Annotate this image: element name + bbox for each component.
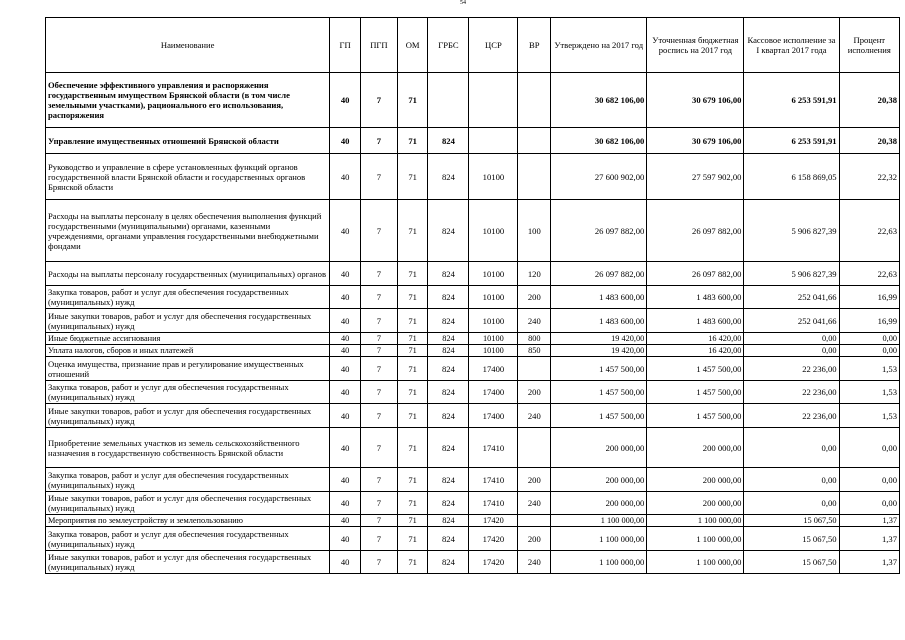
cell-vr: 240 xyxy=(518,309,551,333)
cell-percent: 0,00 xyxy=(839,428,899,468)
cell-percent: 16,99 xyxy=(839,309,899,333)
cell-vr xyxy=(518,128,551,154)
cell-vr: 200 xyxy=(518,468,551,492)
cell-approved: 200 000,00 xyxy=(551,468,647,492)
cell-percent: 1,37 xyxy=(839,551,899,574)
cell-gp: 40 xyxy=(330,73,361,128)
cell-name: Управление имущественных отношений Брянской области xyxy=(46,128,330,154)
cell-vr xyxy=(518,154,551,200)
cell-cash: 6 253 591,91 xyxy=(744,128,839,154)
cell-vr: 240 xyxy=(518,492,551,515)
cell-csr: 10100 xyxy=(469,309,518,333)
cell-refined: 200 000,00 xyxy=(647,468,744,492)
cell-approved: 27 600 902,00 xyxy=(551,154,647,200)
cell-percent: 1,53 xyxy=(839,404,899,428)
table-row xyxy=(46,357,900,381)
cell-csr: 10100 xyxy=(469,154,518,200)
cell-name: Мероприятия по землеустройству и землепользованию xyxy=(46,515,330,527)
cell-percent: 22,32 xyxy=(839,154,899,200)
cell-om: 71 xyxy=(397,468,428,492)
cell-ppgp: 7 xyxy=(360,262,397,286)
table-row xyxy=(46,128,900,154)
cell-gp: 40 xyxy=(330,515,361,527)
cell-cash: 5 906 827,39 xyxy=(744,200,839,262)
cell-approved: 1 100 000,00 xyxy=(551,527,647,551)
cell-csr: 17400 xyxy=(469,381,518,404)
cell-name: Закупка товаров, работ и услуг для обеспечения государственных (муниципальных) нужд xyxy=(46,286,330,309)
cell-gp: 40 xyxy=(330,286,361,309)
table-row xyxy=(46,200,900,262)
cell-percent: 1,53 xyxy=(839,357,899,381)
cell-name: Иные закупки товаров, работ и услуг для обеспечения государственных (муниципальных) нужд xyxy=(46,404,330,428)
table-row xyxy=(46,73,900,128)
cell-csr: 17410 xyxy=(469,428,518,468)
cell-ppgp: 7 xyxy=(360,73,397,128)
cell-name: Иные закупки товаров, работ и услуг для обеспечения государственных (муниципальных) нужд xyxy=(46,309,330,333)
cell-csr xyxy=(469,73,518,128)
cell-refined: 16 420,00 xyxy=(647,333,744,345)
cell-grbs: 824 xyxy=(428,428,469,468)
header-ppgp: ПГП xyxy=(360,18,397,73)
cell-gp: 40 xyxy=(330,551,361,574)
header-gp: ГП xyxy=(330,18,361,73)
cell-vr: 200 xyxy=(518,381,551,404)
table-row xyxy=(46,309,900,333)
cell-approved: 200 000,00 xyxy=(551,492,647,515)
table-row xyxy=(46,333,900,345)
cell-grbs: 824 xyxy=(428,128,469,154)
cell-percent: 1,53 xyxy=(839,381,899,404)
table-row xyxy=(46,381,900,404)
cell-ppgp: 7 xyxy=(360,428,397,468)
cell-grbs xyxy=(428,73,469,128)
cell-ppgp: 7 xyxy=(360,551,397,574)
cell-vr: 200 xyxy=(518,527,551,551)
table-row xyxy=(46,527,900,551)
cell-gp: 40 xyxy=(330,262,361,286)
cell-refined: 1 457 500,00 xyxy=(647,381,744,404)
header-om: ОМ xyxy=(397,18,428,73)
cell-om: 71 xyxy=(397,428,428,468)
cell-ppgp: 7 xyxy=(360,515,397,527)
cell-ppgp: 7 xyxy=(360,527,397,551)
cell-om: 71 xyxy=(397,527,428,551)
cell-refined: 200 000,00 xyxy=(647,428,744,468)
cell-name: Уплата налогов, сборов и иных платежей xyxy=(46,345,330,357)
cell-ppgp: 7 xyxy=(360,286,397,309)
cell-ppgp: 7 xyxy=(360,154,397,200)
cell-name: Закупка товаров, работ и услуг для обеспечения государственных (муниципальных) нужд xyxy=(46,381,330,404)
cell-gp: 40 xyxy=(330,200,361,262)
header-approved: Утверждено на 2017 год xyxy=(551,18,647,73)
cell-om: 71 xyxy=(397,154,428,200)
cell-refined: 16 420,00 xyxy=(647,345,744,357)
cell-approved: 19 420,00 xyxy=(551,345,647,357)
header-grbs: ГРБС xyxy=(428,18,469,73)
cell-cash: 22 236,00 xyxy=(744,381,839,404)
cell-grbs: 824 xyxy=(428,381,469,404)
cell-om: 71 xyxy=(397,357,428,381)
cell-cash: 22 236,00 xyxy=(744,404,839,428)
cell-gp: 40 xyxy=(330,381,361,404)
cell-om: 71 xyxy=(397,309,428,333)
cell-om: 71 xyxy=(397,381,428,404)
cell-cash: 5 906 827,39 xyxy=(744,262,839,286)
cell-percent: 1,37 xyxy=(839,527,899,551)
cell-approved: 30 682 106,00 xyxy=(551,73,647,128)
cell-approved: 1 100 000,00 xyxy=(551,551,647,574)
header-name: Наименование xyxy=(46,18,330,73)
cell-grbs: 824 xyxy=(428,154,469,200)
cell-ppgp: 7 xyxy=(360,468,397,492)
cell-gp: 40 xyxy=(330,404,361,428)
cell-refined: 1 483 600,00 xyxy=(647,286,744,309)
table-row xyxy=(46,551,900,574)
cell-om: 71 xyxy=(397,492,428,515)
cell-approved: 1 483 600,00 xyxy=(551,286,647,309)
table-row xyxy=(46,154,900,200)
cell-cash: 15 067,50 xyxy=(744,551,839,574)
cell-vr: 200 xyxy=(518,286,551,309)
header-csr: ЦСР xyxy=(469,18,518,73)
cell-approved: 1 457 500,00 xyxy=(551,381,647,404)
cell-csr: 17400 xyxy=(469,404,518,428)
cell-grbs: 824 xyxy=(428,527,469,551)
cell-cash: 6 253 591,91 xyxy=(744,73,839,128)
cell-vr: 850 xyxy=(518,345,551,357)
page-number: 54 xyxy=(460,0,466,6)
cell-cash: 0,00 xyxy=(744,492,839,515)
cell-percent: 22,63 xyxy=(839,262,899,286)
cell-vr xyxy=(518,515,551,527)
cell-refined: 1 457 500,00 xyxy=(647,404,744,428)
cell-name: Иные закупки товаров, работ и услуг для обеспечения государственных (муниципальных) нужд xyxy=(46,492,330,515)
cell-csr: 10100 xyxy=(469,262,518,286)
table-row xyxy=(46,286,900,309)
cell-gp: 40 xyxy=(330,428,361,468)
cell-approved: 1 483 600,00 xyxy=(551,309,647,333)
cell-cash: 252 041,66 xyxy=(744,309,839,333)
cell-vr xyxy=(518,357,551,381)
cell-approved: 19 420,00 xyxy=(551,333,647,345)
cell-cash: 15 067,50 xyxy=(744,527,839,551)
cell-csr: 17420 xyxy=(469,551,518,574)
cell-percent: 20,38 xyxy=(839,128,899,154)
cell-cash: 0,00 xyxy=(744,468,839,492)
table-row xyxy=(46,262,900,286)
cell-om: 71 xyxy=(397,73,428,128)
cell-name: Иные закупки товаров, работ и услуг для обеспечения государственных (муниципальных) нужд xyxy=(46,551,330,574)
cell-approved: 1 457 500,00 xyxy=(551,357,647,381)
cell-om: 71 xyxy=(397,262,428,286)
cell-name: Иные бюджетные ассигнования xyxy=(46,333,330,345)
cell-om: 71 xyxy=(397,200,428,262)
cell-gp: 40 xyxy=(330,468,361,492)
cell-csr: 10100 xyxy=(469,286,518,309)
cell-grbs: 824 xyxy=(428,492,469,515)
cell-refined: 27 597 902,00 xyxy=(647,154,744,200)
cell-percent: 0,00 xyxy=(839,345,899,357)
cell-om: 71 xyxy=(397,515,428,527)
cell-ppgp: 7 xyxy=(360,333,397,345)
cell-name: Закупка товаров, работ и услуг для обеспечения государственных (муниципальных) нужд xyxy=(46,468,330,492)
cell-cash: 22 236,00 xyxy=(744,357,839,381)
cell-percent: 22,63 xyxy=(839,200,899,262)
cell-grbs: 824 xyxy=(428,468,469,492)
cell-refined: 1 100 000,00 xyxy=(647,527,744,551)
cell-grbs: 824 xyxy=(428,309,469,333)
cell-gp: 40 xyxy=(330,309,361,333)
cell-approved: 200 000,00 xyxy=(551,428,647,468)
cell-grbs: 824 xyxy=(428,404,469,428)
cell-vr: 120 xyxy=(518,262,551,286)
cell-cash: 0,00 xyxy=(744,333,839,345)
cell-name: Расходы на выплаты персоналу в целях обеспечения выполнения функций государственными (муниципальными) органами, казенными учреждениями, органами управления государственными внебюджетными фондами xyxy=(46,200,330,262)
cell-grbs: 824 xyxy=(428,357,469,381)
cell-gp: 40 xyxy=(330,128,361,154)
cell-approved: 26 097 882,00 xyxy=(551,262,647,286)
cell-csr: 10100 xyxy=(469,333,518,345)
cell-csr xyxy=(469,128,518,154)
cell-ppgp: 7 xyxy=(360,345,397,357)
cell-grbs: 824 xyxy=(428,262,469,286)
cell-refined: 30 679 106,00 xyxy=(647,128,744,154)
cell-grbs: 824 xyxy=(428,551,469,574)
header-cash: Кассовое исполнение за I квартал 2017 года xyxy=(744,18,839,73)
cell-refined: 1 457 500,00 xyxy=(647,357,744,381)
table-row xyxy=(46,492,900,515)
cell-cash: 0,00 xyxy=(744,345,839,357)
cell-grbs: 824 xyxy=(428,200,469,262)
cell-percent: 16,99 xyxy=(839,286,899,309)
cell-refined: 1 100 000,00 xyxy=(647,515,744,527)
budget-table xyxy=(45,17,900,574)
cell-vr xyxy=(518,428,551,468)
cell-percent: 20,38 xyxy=(839,73,899,128)
cell-csr: 17420 xyxy=(469,527,518,551)
cell-grbs: 824 xyxy=(428,345,469,357)
table-body xyxy=(46,73,900,574)
cell-ppgp: 7 xyxy=(360,309,397,333)
cell-om: 71 xyxy=(397,286,428,309)
header-vr: ВР xyxy=(518,18,551,73)
cell-name: Приобретение земельных участков из земель сельскохозяйственного назначения в государственную собственность Брянской области xyxy=(46,428,330,468)
cell-ppgp: 7 xyxy=(360,357,397,381)
cell-name: Оценка имущества, признание прав и регулирование имущественных отношений xyxy=(46,357,330,381)
cell-approved: 30 682 106,00 xyxy=(551,128,647,154)
cell-grbs: 824 xyxy=(428,333,469,345)
cell-csr: 10100 xyxy=(469,200,518,262)
cell-cash: 252 041,66 xyxy=(744,286,839,309)
cell-name: Руководство и управление в сфере установленных функций органов государственной власти Брянской области и государственных органов Брянской области xyxy=(46,154,330,200)
table-row xyxy=(46,345,900,357)
header-refined: Уточненная бюджетная роспись на 2017 год xyxy=(647,18,744,73)
cell-om: 71 xyxy=(397,345,428,357)
cell-percent: 0,00 xyxy=(839,333,899,345)
cell-cash: 15 067,50 xyxy=(744,515,839,527)
cell-csr: 17420 xyxy=(469,515,518,527)
cell-grbs: 824 xyxy=(428,515,469,527)
cell-om: 71 xyxy=(397,404,428,428)
table-row xyxy=(46,428,900,468)
cell-vr xyxy=(518,73,551,128)
cell-percent: 0,00 xyxy=(839,492,899,515)
cell-percent: 0,00 xyxy=(839,468,899,492)
cell-vr: 240 xyxy=(518,551,551,574)
cell-gp: 40 xyxy=(330,492,361,515)
cell-refined: 200 000,00 xyxy=(647,492,744,515)
cell-gp: 40 xyxy=(330,154,361,200)
cell-name: Обеспечение эффективного управления и распоряжения государственным имуществом Брянской области (в том числе земельными участками), рационального его использования, распоряжения xyxy=(46,73,330,128)
cell-vr: 800 xyxy=(518,333,551,345)
cell-grbs: 824 xyxy=(428,286,469,309)
cell-refined: 30 679 106,00 xyxy=(647,73,744,128)
cell-approved: 1 100 000,00 xyxy=(551,515,647,527)
cell-csr: 17410 xyxy=(469,468,518,492)
cell-csr: 10100 xyxy=(469,345,518,357)
cell-approved: 1 457 500,00 xyxy=(551,404,647,428)
cell-om: 71 xyxy=(397,551,428,574)
table-row xyxy=(46,515,900,527)
cell-approved: 26 097 882,00 xyxy=(551,200,647,262)
cell-refined: 1 100 000,00 xyxy=(647,551,744,574)
header-percent: Процент исполнения xyxy=(839,18,899,73)
cell-om: 71 xyxy=(397,333,428,345)
cell-refined: 26 097 882,00 xyxy=(647,262,744,286)
cell-gp: 40 xyxy=(330,333,361,345)
cell-cash: 6 158 869,05 xyxy=(744,154,839,200)
cell-ppgp: 7 xyxy=(360,128,397,154)
cell-ppgp: 7 xyxy=(360,381,397,404)
cell-name: Закупка товаров, работ и услуг для обеспечения государственных (муниципальных) нужд xyxy=(46,527,330,551)
cell-name: Расходы на выплаты персоналу государственных (муниципальных) органов xyxy=(46,262,330,286)
cell-vr: 240 xyxy=(518,404,551,428)
cell-ppgp: 7 xyxy=(360,492,397,515)
cell-gp: 40 xyxy=(330,345,361,357)
cell-refined: 1 483 600,00 xyxy=(647,309,744,333)
cell-percent: 1,37 xyxy=(839,515,899,527)
cell-csr: 17410 xyxy=(469,492,518,515)
cell-refined: 26 097 882,00 xyxy=(647,200,744,262)
cell-vr: 100 xyxy=(518,200,551,262)
cell-ppgp: 7 xyxy=(360,200,397,262)
cell-gp: 40 xyxy=(330,527,361,551)
table-row xyxy=(46,468,900,492)
cell-cash: 0,00 xyxy=(744,428,839,468)
cell-csr: 17400 xyxy=(469,357,518,381)
cell-om: 71 xyxy=(397,128,428,154)
cell-gp: 40 xyxy=(330,357,361,381)
cell-ppgp: 7 xyxy=(360,404,397,428)
table-row xyxy=(46,404,900,428)
header-row xyxy=(46,18,900,73)
